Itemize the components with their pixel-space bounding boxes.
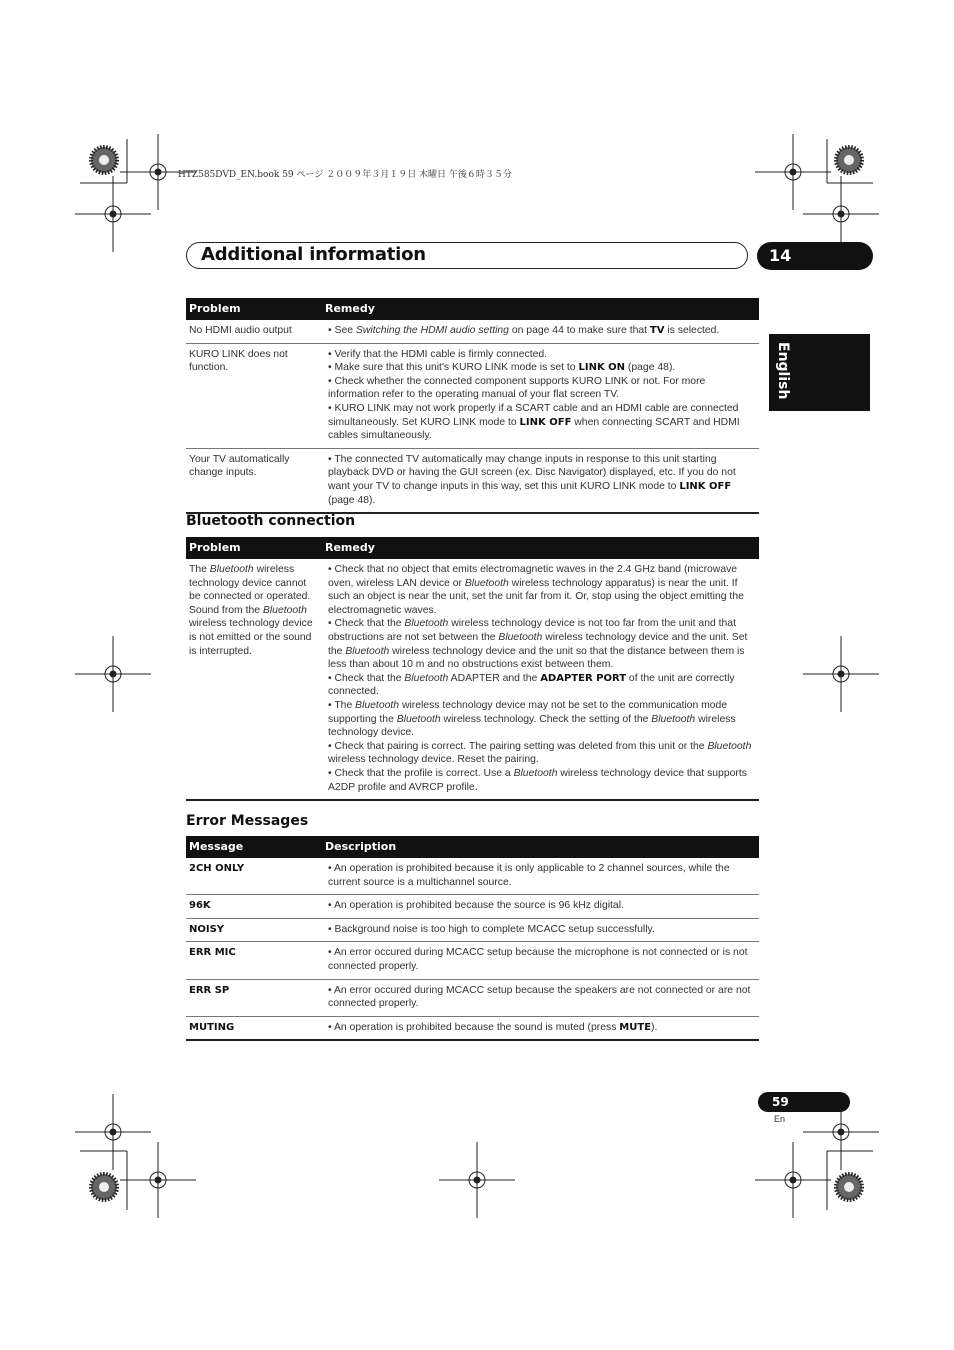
- message-cell: MUTING: [186, 1016, 322, 1040]
- chapter-title: Additional information: [201, 244, 426, 265]
- problem-header: Problem: [186, 537, 322, 559]
- table-row: [186, 320, 759, 343]
- italic-term: Bluetooth: [513, 767, 558, 779]
- remedy-bullet: [328, 563, 756, 617]
- remedy-cell: [322, 559, 759, 800]
- bold-term: LINK OFF: [679, 480, 732, 492]
- message-header: Message: [186, 836, 322, 858]
- text-run: • The connected TV automatically may change inputs in response to this unit starting playback DVD or having the GUI screen (ex. Disc Navigator) displayed, etc. If you do not want your TV to change inputs in this way, set this unit KURO LINK mode to: [328, 453, 736, 492]
- remedy-bullet: [328, 984, 756, 1011]
- text-run: • Check that pairing is correct. The pairing setting was deleted from this unit or the: [328, 740, 708, 752]
- text-run: • Background noise is too high to complete MCACC setup successfully.: [328, 923, 655, 935]
- remedy-bullet: [328, 324, 756, 338]
- text-run: • KURO LINK may not work properly if a SCART cable and an HDMI cable are connected simultaneously. Set KURO LINK mode to: [328, 402, 739, 428]
- problem-header: Problem: [186, 298, 322, 320]
- language-tab: [769, 334, 870, 411]
- text-run: • An error occured during MCACC setup because the microphone is not connected or is not connected properly.: [328, 947, 748, 972]
- remedy-cell: [322, 858, 759, 895]
- message-cell: 96K: [186, 895, 322, 919]
- remedy-cell: [322, 942, 759, 979]
- italic-term: Bluetooth: [262, 604, 307, 616]
- remedy-bullet: [328, 672, 756, 699]
- text-run: • Check that the: [328, 618, 405, 630]
- bold-term: TV: [649, 325, 665, 336]
- table-row: [186, 858, 759, 895]
- remedy-bullet: [328, 453, 756, 507]
- remedy-cell: [322, 895, 759, 919]
- remedy-cell: [322, 979, 759, 1016]
- remedy-bullet: [328, 899, 756, 913]
- table-row: [186, 448, 759, 513]
- table-row: [186, 918, 759, 942]
- bold-term: LINK ON: [578, 362, 626, 374]
- text-run: wireless technology device cannot be connected or operated. Sound from the: [189, 564, 311, 616]
- message-cell: ERR SP: [186, 979, 322, 1016]
- italic-term: Bluetooth: [209, 564, 254, 575]
- hdmi-troubleshooting-table: [186, 298, 759, 514]
- bluetooth-heading: Bluetooth connection: [186, 513, 356, 529]
- table-header-row: [186, 298, 759, 320]
- remedy-cell: [322, 343, 759, 448]
- table-header-row: [186, 836, 759, 858]
- remedy-bullet: [328, 1021, 756, 1035]
- remedy-header: Remedy: [322, 298, 759, 320]
- italic-term: Bluetooth: [404, 618, 449, 630]
- text-run: (page 48).: [328, 494, 376, 506]
- text-run: • Make sure that this unit's KURO LINK mode is set to: [328, 362, 579, 374]
- remedy-bullet: [328, 699, 756, 740]
- error-messages-heading: Error Messages: [186, 813, 309, 829]
- remedy-cell: [322, 1016, 759, 1040]
- print-info: HTZ585DVD_EN.book 59 ページ ２００９年３月１９日 木曜日 午後６時３５分: [178, 170, 512, 180]
- text-run: wireless technology. Check the setting of the: [440, 713, 652, 725]
- remedy-bullet: [328, 375, 756, 402]
- text-run: • Check that the profile is correct. Use a: [328, 767, 514, 779]
- remedy-cell: [322, 320, 759, 343]
- problem-cell: KURO LINK does not function.: [186, 343, 322, 448]
- bold-term: MUTE: [619, 1021, 652, 1033]
- text-run: of the unit are correctly connected.: [328, 672, 735, 698]
- text-run: • Check whether the connected component supports KURO LINK or not. For more information refer to the operating manual of your flat screen TV.: [328, 375, 706, 401]
- italic-term: Bluetooth: [396, 713, 441, 725]
- italic-term: Bluetooth: [651, 713, 696, 725]
- message-cell: NOISY: [186, 918, 322, 942]
- text-run: • An operation is prohibited because the sound is muted (press: [328, 1021, 620, 1033]
- text-run: on page 44 to make sure that: [508, 325, 650, 336]
- text-run: wireless technology apparatus) is near the unit. If such an object is near the unit, set the unit far from it. Or, stop using the object emitting the electromagnetic waves.: [328, 577, 744, 616]
- text-run: wireless technology device.: [328, 713, 736, 739]
- page-number: 59: [758, 1092, 850, 1112]
- remedy-bullet: [328, 361, 756, 375]
- table-row: [186, 979, 759, 1016]
- italic-term: Bluetooth: [498, 631, 543, 643]
- table-row: [186, 343, 759, 448]
- remedy-bullet: [328, 946, 756, 973]
- text-run: wireless technology device that supports A2DP profile and AVRCP profile.: [328, 767, 747, 793]
- problem-cell: [186, 559, 322, 800]
- text-run: wireless technology device and the unit so that the distance between them is less than about 10 m and no obstructions exist between them.: [328, 645, 745, 671]
- italic-term: Bluetooth: [707, 740, 752, 752]
- italic-term: Bluetooth: [355, 699, 400, 711]
- text-run: ).: [651, 1021, 658, 1033]
- bluetooth-troubleshooting-table: [186, 537, 759, 801]
- text-run: • See: [328, 325, 356, 336]
- italic-term: Switching the HDMI audio setting: [355, 325, 509, 336]
- remedy-header: Remedy: [322, 537, 759, 559]
- remedy-bullet: [328, 348, 756, 362]
- page-language: En: [774, 1114, 786, 1124]
- text-run: ADAPTER and the: [448, 672, 541, 684]
- table-row: [186, 895, 759, 919]
- table-row: [186, 942, 759, 979]
- remedy-cell: [322, 448, 759, 513]
- italic-term: Bluetooth: [464, 577, 509, 589]
- table-row: [186, 1016, 759, 1040]
- message-cell: ERR MIC: [186, 942, 322, 979]
- text-run: • An error occured during MCACC setup because the speakers are not connected or are not connected properly.: [328, 984, 751, 1010]
- remedy-bullet: [328, 617, 756, 671]
- bold-term: LINK OFF: [519, 416, 572, 428]
- text-run: • An operation is prohibited because the source is 96 kHz digital.: [328, 900, 624, 912]
- text-run: (page 48).: [625, 362, 676, 374]
- remedy-bullet: [328, 740, 756, 767]
- message-cell: 2CH ONLY: [186, 858, 322, 895]
- text-run: • An operation is prohibited because it is only applicable to 2 channel sources, while the current source is a multichannel source.: [328, 863, 730, 888]
- remedy-bullet: [328, 402, 756, 443]
- chapter-number: 14: [757, 242, 873, 270]
- text-run: is selected.: [664, 325, 720, 336]
- problem-cell: Your TV automatically change inputs.: [186, 448, 322, 513]
- language-tab-label: English: [775, 342, 791, 400]
- text-run: wireless technology device is not emitted or the sound is interrupted.: [189, 618, 313, 657]
- text-run: • Check that no object that emits electromagnetic waves in the 2.4 GHz band (microwave oven, wireless LAN device or: [328, 564, 738, 589]
- text-run: when connecting SCART and HDMI cables simultaneously.: [328, 416, 740, 442]
- text-run: • The: [328, 699, 356, 711]
- text-run: • Check that the: [328, 672, 405, 684]
- text-run: wireless technology device is not too far from the unit and that obstructions are not set between the: [328, 618, 736, 643]
- text-run: wireless technology device and the unit. Set the: [328, 631, 748, 657]
- italic-term: Bluetooth: [345, 645, 390, 657]
- problem-cell: No HDMI audio output: [186, 320, 322, 343]
- description-header: Description: [322, 836, 759, 858]
- bold-term: ADAPTER PORT: [540, 672, 627, 684]
- chapter-title-bar: [186, 242, 748, 269]
- text-run: The: [189, 564, 210, 575]
- error-messages-table: [186, 836, 759, 1041]
- text-run: • Verify that the HDMI cable is firmly connected.: [328, 348, 548, 360]
- table-header-row: [186, 537, 759, 559]
- table-row: [186, 559, 759, 800]
- remedy-bullet: [328, 923, 756, 937]
- remedy-bullet: [328, 767, 756, 794]
- remedy-cell: [322, 918, 759, 942]
- text-run: wireless technology device. Reset the pairing.: [328, 754, 539, 766]
- remedy-bullet: [328, 862, 756, 889]
- italic-term: Bluetooth: [404, 672, 449, 684]
- text-run: wireless technology device may not be set to the communication mode supporting the: [328, 699, 728, 725]
